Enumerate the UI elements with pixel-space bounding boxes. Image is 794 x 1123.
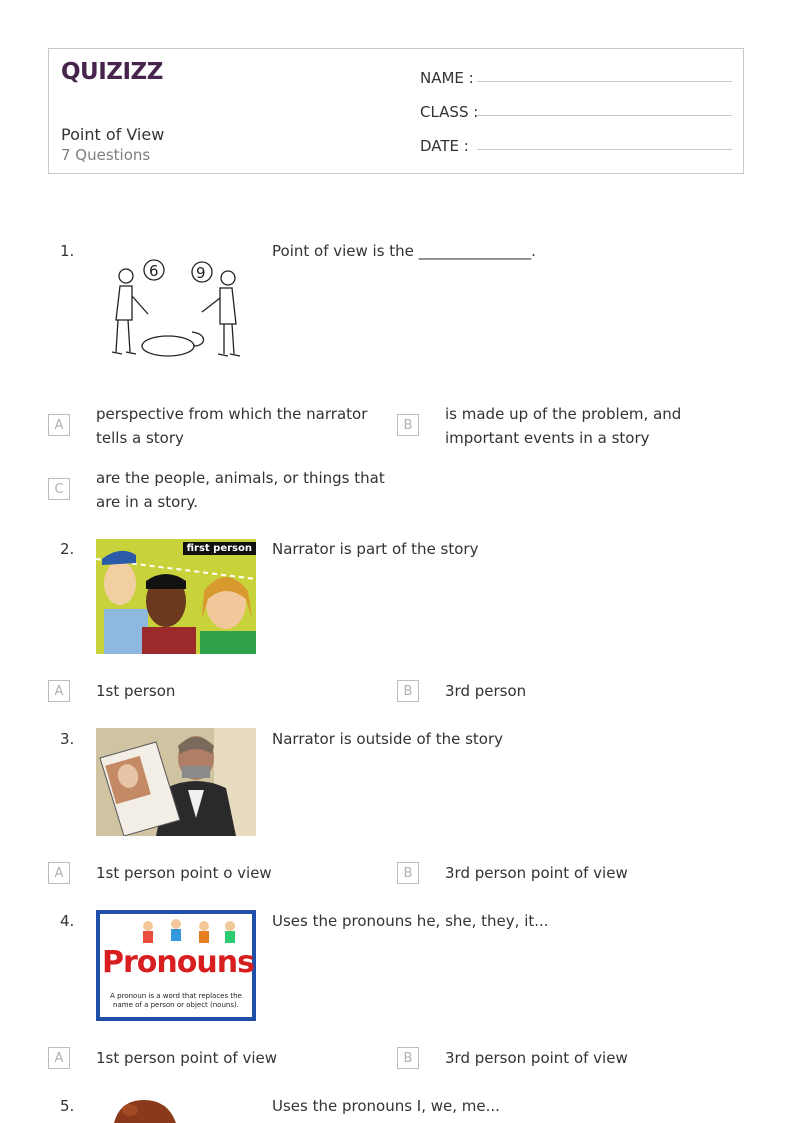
question-1-option-c-letter[interactable]: C [48,478,70,500]
question-4-option-a-letter[interactable]: A [48,1047,70,1069]
question-1-option-b-text: is made up of the problem, and important events in a story [445,405,682,447]
quizizz-logo: QUIZIZZ [61,59,163,85]
name-field[interactable] [420,69,474,87]
date-label: DATE : [420,137,469,155]
question-3-number: 3. [60,730,75,748]
question-count: 7 Questions [61,146,151,164]
question-4-number: 4. [60,912,75,930]
question-4-option-a-text: 1st person point of view [96,1049,277,1067]
question-2-text: Narrator is part of the story [272,540,479,558]
question-2-option-a-text: 1st person [96,682,176,700]
svg-text:6: 6 [149,262,159,280]
class-line [477,115,732,116]
question-2-option-b-letter[interactable]: B [397,680,419,702]
question-1-image [96,248,256,366]
question-2-image [96,539,256,654]
question-4-option-b-letter[interactable]: B [397,1047,419,1069]
svg-text:9: 9 [196,264,206,282]
worksheet-title: Point of View [61,125,165,144]
question-4-option-b-text: 3rd person point of view [445,1049,628,1067]
question-2-option-b-text: 3rd person [445,682,527,700]
question-3-option-b-letter[interactable]: B [397,862,419,884]
worksheet-header [48,48,744,174]
question-1-text: Point of view is the _______________. [272,242,536,260]
question-3-image [96,728,256,836]
name-label: NAME : [420,69,474,87]
question-1-number: 1. [60,242,75,260]
question-4-image [96,910,256,1021]
question-2-image-caption: first person [183,542,256,555]
class-label: CLASS : [420,103,479,121]
question-1-option-c-text: are the people, animals, or things that are in a story. [96,469,385,511]
question-5-number: 5. [60,1097,75,1115]
question-4-image-caption: A pronoun is a word that replaces the name of a person or object (nouns). [110,992,242,1009]
question-1-option-b-letter[interactable]: B [397,414,419,436]
question-2-option-a-letter[interactable]: A [48,680,70,702]
question-3-option-b-text: 3rd person point of view [445,864,628,882]
question-5-text: Uses the pronouns I, we, me... [272,1097,500,1115]
question-2-number: 2. [60,540,75,558]
question-1-option-a-letter[interactable]: A [48,414,70,436]
question-3-option-a-text: 1st person point o view [96,864,272,882]
question-3-option-a-letter[interactable]: A [48,862,70,884]
question-1-option-a-text: perspective from which the narrator tells a story [96,405,368,447]
class-field[interactable] [420,103,478,121]
name-line [477,81,732,82]
question-4-text: Uses the pronouns he, she, they, it... [272,912,549,930]
question-3-text: Narrator is outside of the story [272,730,504,748]
date-line [477,149,732,150]
question-5-image [96,1096,256,1123]
date-field[interactable] [420,137,469,155]
question-4-image-title: Pronouns [102,945,254,980]
